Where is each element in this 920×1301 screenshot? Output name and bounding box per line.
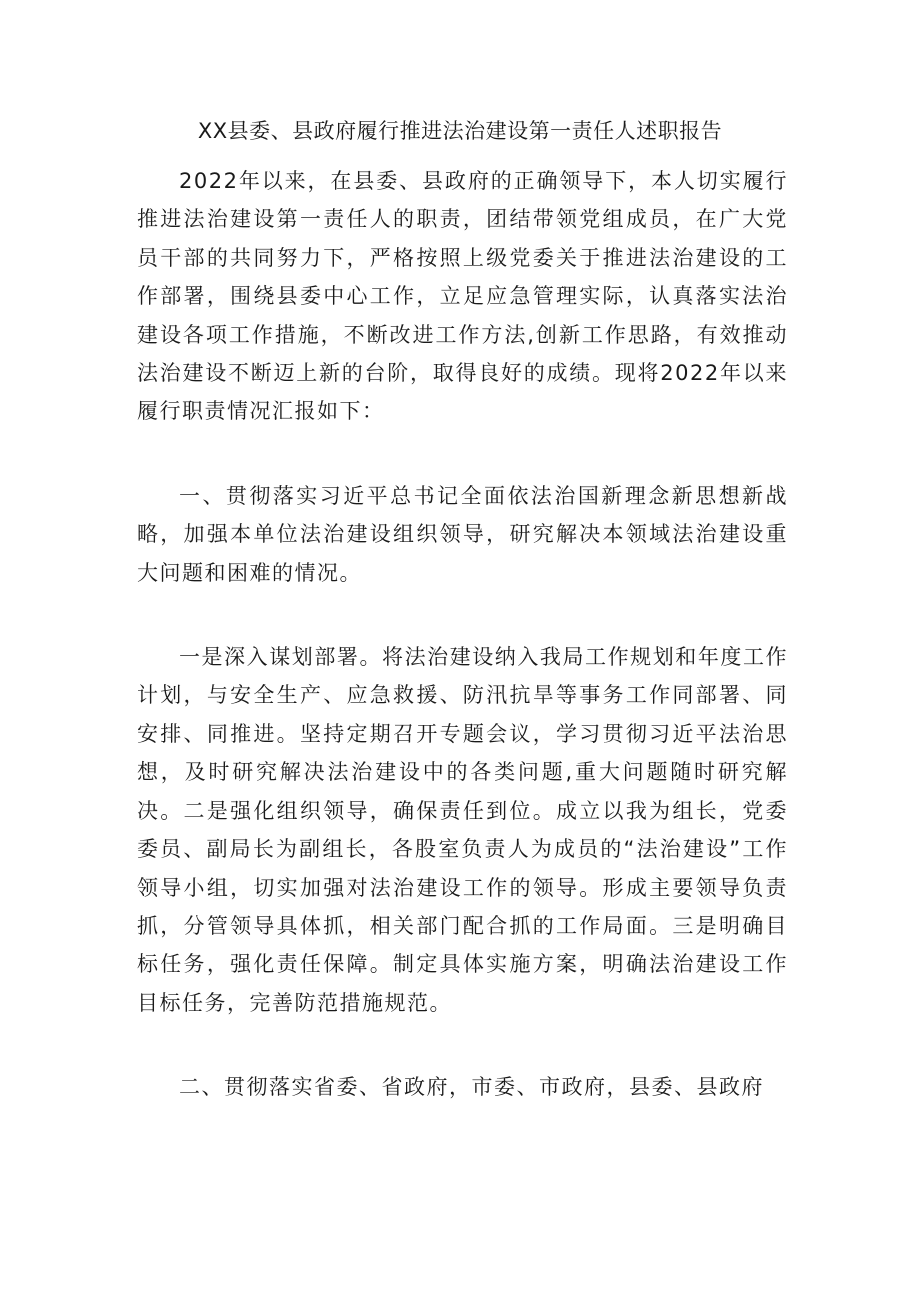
paragraph-section-one-heading: 一、贯彻落实习近平总书记全面依法治国新理念新思想新战略，加强本单位法治建设组织领导，研究解决本领域法治建设重大问题和困难的情况。 [137, 483, 788, 585]
paragraph-section-two-heading: 二、贯彻落实省委、省政府，市委、市政府，县委、县政府 [179, 1075, 764, 1100]
paragraph-intro: 2022年以来，在县委、县政府的正确领导下，本人切实履行推进法治建设第一责任人的职责，团结带领党组成员，在广大党员干部的共同努力下，严格按照上级党委关于推进法治建设的工作部署，围绕县委中心工作，立足应急管理实际，认真落实法治建设各项工作措施，不断改进工作方法,创新工作思路，有效推动法治建设不断迈上新的台阶，取得良好的成绩。现将2022年以来履行职责情况汇报如下： [137, 169, 788, 424]
document-body [137, 162, 788, 1107]
document-title: XX县委、县政府履行推进法治建设第一责任人述职报告 [197, 119, 723, 143]
paragraph-section-one-details: 一是深入谋划部署。将法治建设纳入我局工作规划和年度工作计划，与安全生产、应急救援、防汛抗旱等事务工作同部署、同安排、同推进。坚持定期召开专题会议，学习贯彻习近平法治思想，及时研究解决法治建设中的各类问题,重大问题随时研究解决。二是强化组织领导，确保责任到位。成立以我为组长，党委委员、副局长为副组长，各股室负责人为成员的“法治建设”工作领导小组，切实加强对法治建设工作的领导。形成主要领导负责抓，分管领导具体抓，相关部门配合抓的工作局面。三是明确目标任务，强化责任保障。制定具体实施方案，明确法治建设工作目标任务，完善防范措施规范。 [137, 645, 788, 1015]
